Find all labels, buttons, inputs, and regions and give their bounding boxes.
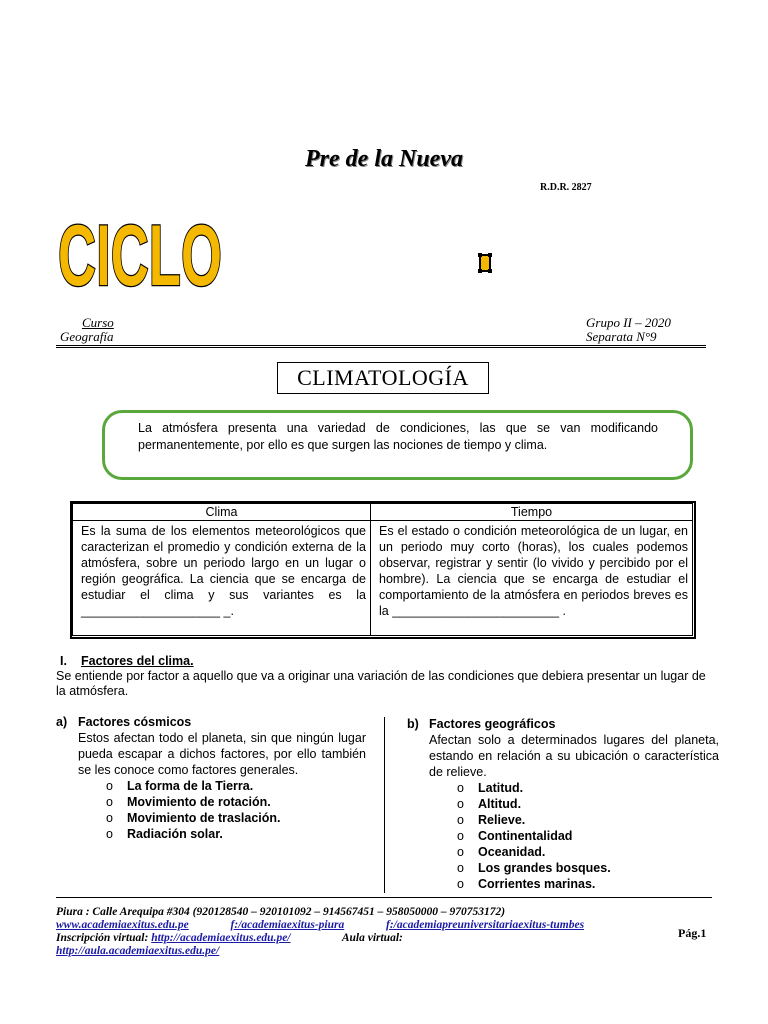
- section-title: Factores del clima.: [81, 654, 194, 668]
- cosmic-list: [56, 778, 366, 842]
- geographic-list: [407, 780, 719, 892]
- list-item: o Los grandes bosques.: [457, 861, 611, 875]
- ciclo-logo: [56, 205, 226, 304]
- geographic-factors: [407, 716, 719, 892]
- page-number: Pág.1: [678, 926, 707, 940]
- ornament-icon: [478, 252, 492, 279]
- table-header-row: [73, 504, 693, 521]
- footer: [56, 906, 716, 958]
- list-item: o Radiación solar.: [106, 827, 223, 841]
- cosmic-tag: a): [56, 715, 68, 729]
- table-header-tiempo: Tiempo: [371, 504, 693, 521]
- section-number: I.: [60, 654, 67, 668]
- bullet-icon: o: [106, 827, 113, 841]
- list-item: o Oceanidad.: [457, 845, 546, 859]
- comparison-table: [72, 503, 693, 636]
- list-item: o Movimiento de traslación.: [106, 811, 281, 825]
- rdr-code: R.D.R. 2827: [540, 182, 592, 193]
- facebook-piura-link[interactable]: f:/academiaexitus-piura: [230, 919, 345, 931]
- aula-label: Aula virtual:: [341, 932, 403, 944]
- grupo-text: Grupo II – 2020: [586, 315, 671, 330]
- clima-definition: Es la suma de los elementos meteorológicos que caracterizan el promedio y condición externa de la atmósfera, sobre un periodo largo en un lugar o región geográfica. La ciencia que se encarga de estudiar el clima y sus variantes es la ____________________ _.: [73, 521, 371, 636]
- tiempo-definition: Es el estado o condición meteorológica de un lugar, en un periodo muy corto (horas), los cuales podemos observar, registrar y sentir (lo vivido y percibido por el hombre). La ciencia que se encarga de estudiar el comportamiento de la atmósfera en periodos breves es la ________________________ .: [371, 521, 693, 636]
- cosmic-heading: [56, 714, 366, 730]
- cosmic-factors: [56, 714, 366, 842]
- group-info: [586, 316, 671, 344]
- ciclo-text: CICLO: [58, 208, 222, 304]
- list-item: o Relieve.: [457, 813, 526, 827]
- footer-address: Piura : Calle Arequipa #304 (920128540 – 920101092 – 914567451 – 958050000 – 970753172): [56, 906, 506, 918]
- curso-label: Curso: [82, 315, 114, 330]
- bullet-icon: o: [106, 795, 113, 809]
- list-item: o Continentalidad: [457, 829, 573, 843]
- bullet-icon: o: [457, 861, 464, 875]
- inscripcion-link[interactable]: http://academiaexitus.edu.pe/: [151, 932, 291, 944]
- facebook-tumbes-link[interactable]: f:/academiapreuniversitariaexitus-tumbes: [386, 919, 585, 931]
- cosmic-title: Factores cósmicos: [78, 715, 192, 729]
- bullet-icon: o: [457, 781, 464, 795]
- bullet-icon: o: [457, 813, 464, 827]
- course-info: [60, 316, 114, 344]
- list-item: o La forma de la Tierra.: [106, 779, 254, 793]
- bullet-icon: o: [457, 845, 464, 859]
- institution-title: Pre de la Nueva: [305, 146, 463, 172]
- page-title: CLIMATOLOGÍA: [277, 362, 489, 394]
- intro-box: [102, 410, 693, 480]
- footer-links-row: [56, 919, 716, 932]
- bullet-icon: o: [457, 877, 464, 891]
- website-link[interactable]: www.academiaexitus.edu.pe: [56, 919, 189, 931]
- section-text: Se entiende por factor a aquello que va a originar una variación de las condiciones que debiera presentar un lugar de la atmósfera.: [56, 669, 706, 698]
- table-header-clima: Clima: [73, 504, 371, 521]
- inscripcion-label: Inscripción virtual:: [56, 932, 149, 944]
- geographic-title: Factores geográficos: [429, 717, 556, 731]
- list-item: o Altitud.: [457, 797, 522, 811]
- geographic-heading: [407, 716, 719, 732]
- bullet-icon: o: [106, 779, 113, 793]
- list-item: o Movimiento de rotación.: [106, 795, 271, 809]
- curso-value: Geografía: [60, 329, 114, 344]
- table-row: [73, 521, 693, 636]
- separata-text: Separata N°9: [586, 329, 657, 344]
- list-item: o Latitud.: [457, 781, 524, 795]
- cosmic-text: Estos afectan todo el planeta, sin que ningún lugar pueda escapar a dichos factores, por ello también se les conoce como factores generales.: [78, 731, 366, 777]
- bullet-icon: o: [457, 797, 464, 811]
- footer-inscripcion-row: [56, 932, 716, 945]
- aula-link[interactable]: http://aula.academiaexitus.edu.pe/: [56, 945, 220, 957]
- header-divider: [56, 345, 706, 348]
- intro-text: La atmósfera presenta una variedad de condiciones, las que se van modificando permanentemente, por ello es que surgen las nociones de tiempo y clima.: [138, 421, 658, 452]
- column-divider: [384, 717, 385, 893]
- geographic-text: Afectan solo a determinados lugares del planeta, estando en relación a su ubicación o característica de relieve.: [429, 733, 719, 779]
- footer-divider: [56, 897, 712, 898]
- bullet-icon: o: [457, 829, 464, 843]
- geographic-tag: b): [407, 717, 419, 731]
- list-item: o Corrientes marinas.: [457, 877, 596, 891]
- bullet-icon: o: [106, 811, 113, 825]
- section-heading: [60, 654, 194, 668]
